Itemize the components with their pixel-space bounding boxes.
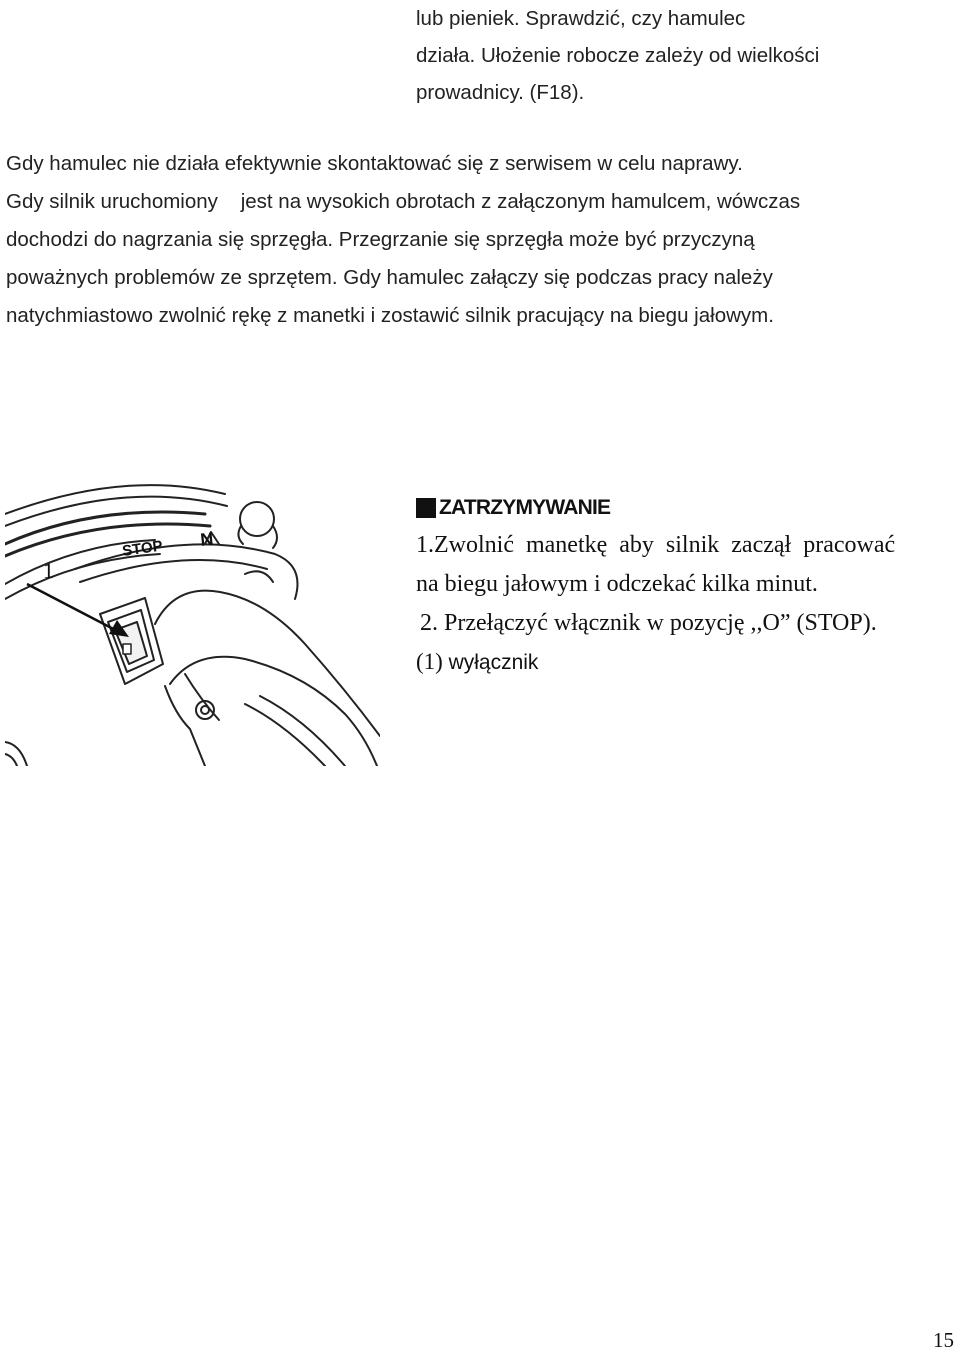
text-line: natychmiastowo zwolnić rękę z manetki i zostawić silnik pracujący na biegu jałowym. (6, 304, 774, 327)
brake-warning-paragraph (6, 145, 956, 335)
caption-number: (1) (416, 649, 443, 674)
stopping-section (416, 490, 960, 682)
page-number: 15 (933, 1328, 954, 1352)
text-line: Gdy silnik uruchomiony jest na wysokich obrotach z załączonym hamulcem, wówczas (6, 190, 801, 213)
stop-label: STOP (121, 537, 164, 560)
text-line: działa. Ułożenie robocze zależy od wielkości (416, 44, 820, 67)
section-heading (416, 490, 960, 526)
neutral-label: N (199, 528, 215, 550)
step-1-line-2: na biegu jałowym i odczekać kilka minut. (416, 571, 818, 597)
switch-illustration (5, 474, 380, 766)
handle-drawing (5, 474, 380, 766)
heading-text: ZATRZYMYWANIE (439, 496, 611, 519)
top-text-block (416, 0, 956, 111)
step-1-line-1: 1.Zwolnić manetkę aby silnik zaczął pracować (416, 532, 896, 558)
step-2: 2. Przełączyć włącznik w pozycję ,,O” (STOP). (420, 610, 877, 636)
text-line: dochodzi do nagrzania się sprzęgła. Przegrzanie się sprzęgła może być przyczyną (6, 228, 755, 251)
text-line: poważnych problemów ze sprzętem. Gdy hamulec załączy się podczas pracy należy (6, 266, 773, 289)
text-line: Gdy hamulec nie działa efektywnie skontaktować się z serwisem w celu naprawy. (6, 152, 743, 175)
bullet-square-icon (416, 498, 436, 518)
caption-word: wyłącznik (448, 651, 539, 674)
callout-number: 1 (43, 558, 54, 583)
figure-caption (416, 643, 960, 682)
text-line: prowadnicy. (F18). (416, 81, 585, 104)
text-line: lub pieniek. Sprawdzić, czy hamulec (416, 7, 746, 30)
